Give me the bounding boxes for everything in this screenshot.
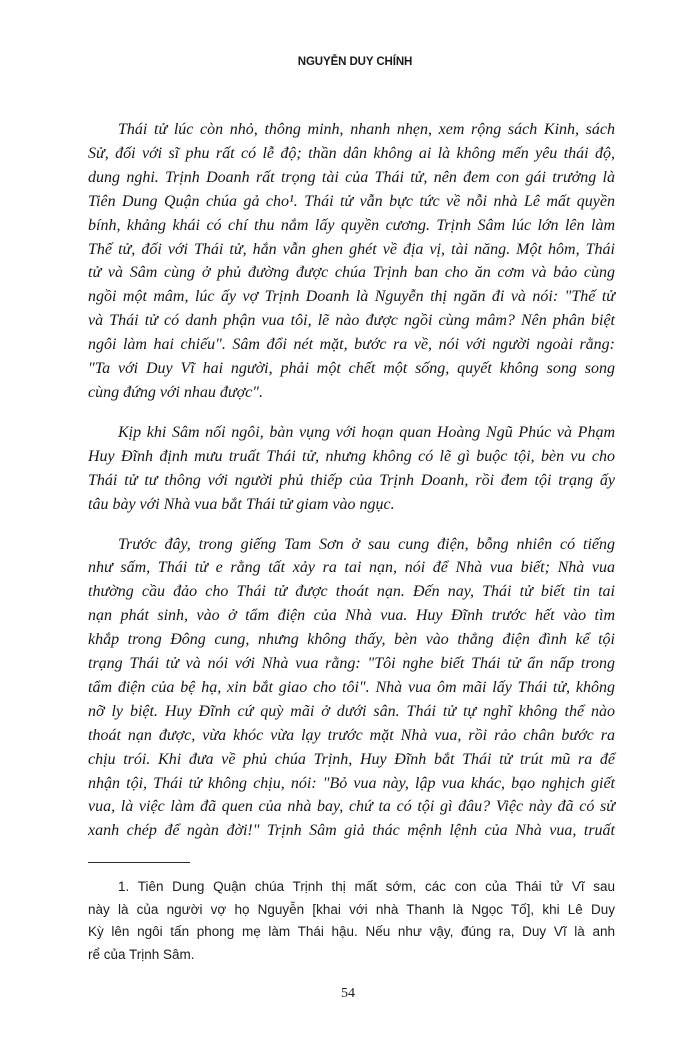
- footnote-line: này là của người vợ họ Nguyễn [khai với nhà Thanh là Ngọc Tố], khi Lê Duy: [88, 901, 615, 917]
- text-line: cùng đứng với nhau được".: [88, 383, 263, 401]
- text-line: ngồi một mâm, lúc ấy vợ Trịnh Doanh là Nguyễn thị ngăn đi và nói: "Thế tử: [88, 288, 615, 306]
- text-line: nỡ ly biệt. Huy Đĩnh cứ quỳ mãi ở dưới sân. Thái tử tự nghĩ không thể nào: [88, 702, 615, 720]
- text-line: nhận tội, Thái tử không chịu, nói: "Bỏ vua này, lập vua khác, bạo nghịch giết: [88, 774, 615, 792]
- footnote-rule: [88, 862, 190, 863]
- body-paragraph: [88, 533, 615, 844]
- text-line: Thế tử, đối với Thái tử, hắn vẫn ghen ghét về địa vị, tài năng. Một hôm, Thái: [88, 240, 615, 258]
- page-number: 54: [341, 986, 355, 1001]
- footnote-line: rể của Trịnh Sâm.: [88, 947, 195, 963]
- text-line: Tiên Dung Quận chúa gả cho¹. Thái tử vẫn bực tức về nỗi nhà Lê mất quyền: [88, 192, 615, 210]
- footnote-line: 1. Tiên Dung Quận chúa Trịnh thị mất sớm, các con của Thái tử Vĩ sau: [118, 879, 615, 894]
- main-text: [88, 118, 615, 843]
- text-line: chịu trói. Khi đưa về phủ chúa Trịnh, Huy Đĩnh bắt Thái tử trút mũ ra để: [88, 750, 615, 768]
- text-line: nạn phát sinh, vào ở tẩm điện của Nhà vua. Huy Đĩnh trước hết vào tìm: [88, 607, 615, 625]
- text-line: "Ta với Duy Vĩ hai người, phải một chết một sống, quyết không song song: [88, 360, 615, 378]
- text-line: ngôi làm hai chiếu". Sâm đổi nét mặt, bước ra về, nói với người ngoài rằng:: [88, 336, 615, 354]
- text-line: Trước đây, trong giếng Tam Sơn ở sau cung điện, bỗng nhiên có tiếng: [118, 535, 615, 553]
- text-line: vua, là việc làm đã quen của nhà bay, chứ ta có tội gì đâu? Việc này đã có sử: [88, 798, 615, 816]
- text-line: xanh chép để ngàn đời!" Trịnh Sâm giả thác mệnh lệnh của Nhà vua, truất: [88, 822, 615, 840]
- text-line: trạng Thái tử và nói với Nhà vua rằng: "Tôi nghe biết Thái tử ẩn nấp trong: [88, 655, 615, 673]
- text-line: như sấm, Thái tử e rằng tất xảy ra tai nạn, nói để Nhà vua biết; Nhà vua: [88, 559, 615, 577]
- text-line: tâu bày với Nhà vua bắt Thái tử giam vào ngục.: [88, 495, 395, 513]
- body-paragraph: [88, 421, 615, 517]
- text-line: Thái tử lúc còn nhỏ, thông minh, nhanh nhẹn, xem rộng sách Kinh, sách: [118, 121, 615, 138]
- text-line: Thái tử tư thông với người phủ thiếp của Trịnh Doanh, rồi đem tội trạng ấy: [88, 471, 615, 489]
- footnote-line: Kỳ lên ngôi tấn phong mẹ làm Thái hậu. Nếu như vậy, đúng ra, Duy Vĩ là anh: [88, 924, 615, 940]
- text-line: và Thái tử có danh phận vua tôi, lẽ nào được ngồi cùng mâm? Nên phân biệt: [88, 312, 615, 330]
- text-line: Huy Đĩnh định mưu truất Thái tử, nhưng không có lẽ gì buộc tội, bèn vu cho: [88, 447, 615, 465]
- footnote: [88, 876, 615, 967]
- body-paragraph: [88, 118, 615, 405]
- running-head: NGUYỄN DUY CHÍNH: [297, 56, 413, 68]
- text-line: Sử, đối với sĩ phu rất có lễ độ; thần dân không ai là không mến yêu thái độ,: [88, 144, 615, 162]
- text-line: dung nghi. Trịnh Doanh rất trọng tài của Thái tử, nên đem con gái trưởng là: [88, 168, 615, 186]
- text-line: tử và Sâm cùng ở phủ đường được chúa Trịnh ban cho ăn cơm và bảo cùng: [88, 264, 615, 282]
- text-line: Kịp khi Sâm nối ngôi, bàn vụng với hoạn quan Hoàng Ngũ Phúc và Phạm: [118, 423, 615, 441]
- text-line: tẩm điện của bệ hạ, xin bắt giao cho tôi". Nhà vua ôm mãi lấy Thái tử, không: [88, 678, 615, 696]
- text-line: khắp trong Đông cung, nhưng không thấy, bèn vào thẳng điện đình kể tội: [88, 631, 615, 649]
- text-line: thoát nạn được, vừa khóc vừa lạy trước mặt Nhà vua, rồi rảo chân bước ra: [88, 726, 615, 744]
- text-line: bính, khảng khái có chí thu nắm lấy quyền cương. Trịnh Sâm lúc lớn lên làm: [88, 216, 615, 234]
- text-line: thường cầu đảo cho Thái tử được thoát nạn. Đến nay, Thái tử biết tin tai: [88, 583, 615, 601]
